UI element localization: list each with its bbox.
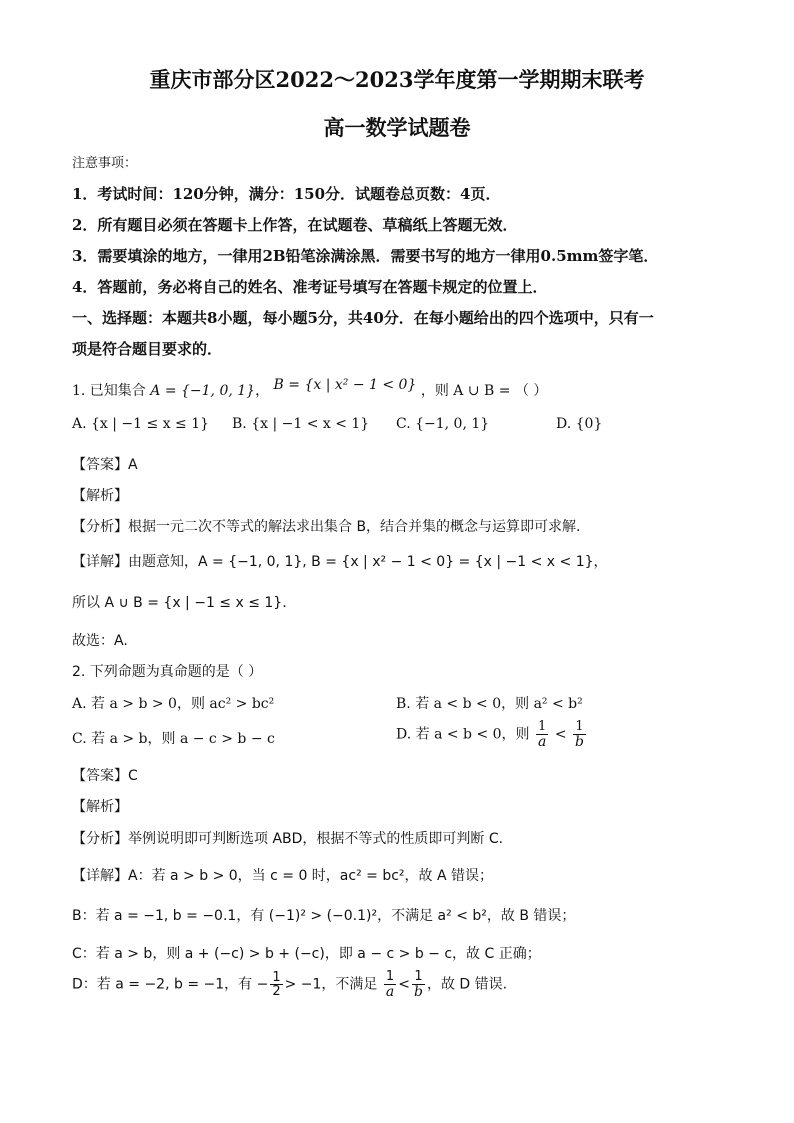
q1-choice: 故选：A. xyxy=(72,633,128,649)
q2-detail-d-prefix: D：若 a = −2, b = −1，有 − xyxy=(72,976,269,993)
frac-numerator: 1 xyxy=(536,720,548,735)
q2-detail-d xyxy=(72,970,507,999)
q2-option-d-prefix: D. 若 a < b < 0，则 xyxy=(396,726,530,743)
frac-denominator: b xyxy=(413,983,423,1000)
q1-option-a: A. {x | −1 ≤ x ≤ 1} xyxy=(72,416,210,432)
q2-detail-d-frac-b xyxy=(412,970,425,999)
notice-item-1: 1．考试时间：120分钟，满分：150分．试题卷总页数：4页． xyxy=(72,185,501,203)
page-subtitle: 高一数学试题卷 xyxy=(323,115,471,140)
frac-numerator: 1 xyxy=(384,970,396,985)
frac-numerator: 1 xyxy=(272,969,281,985)
q2-option-d xyxy=(396,720,588,749)
q1-set-a: A = {−1, 0, 1} xyxy=(150,383,256,399)
q1-option-b: B. {x | −1 < x < 1} xyxy=(232,416,370,432)
q2-detail-d-end: ，故 D 错误. xyxy=(426,976,508,993)
q2-detail-d-lt: < xyxy=(398,976,410,993)
q2-option-d-frac-b xyxy=(573,720,586,749)
q1-comma: ， xyxy=(255,383,270,399)
q2-option-c: C. 若 a > b，则 a − c > b − c xyxy=(72,731,275,747)
q1-conclusion: 所以 A ∪ B = {x | −1 ≤ x ≤ 1}. xyxy=(72,595,287,611)
q2-option-b: B. 若 a < b < 0，则 a² < b² xyxy=(396,696,583,712)
q1-detail: 【详解】由题意知，A = {−1, 0, 1}, B = {x | x² − 1 < 0} = {x | −1 < x < 1}， xyxy=(72,554,608,570)
q1-analysis: 【分析】根据一元二次不等式的解法求出集合 B，结合并集的概念与运算即可求解. xyxy=(72,519,581,535)
q2-detail-b: B：若 a = −1, b = −0.1，有 (−1)² > (−0.1)²，不满足 a² < b²，故 B 错误； xyxy=(72,908,576,924)
q2-option-a: A. 若 a > b > 0，则 ac² > bc² xyxy=(72,696,275,712)
q1-option-c: C. {−1, 0, 1} xyxy=(396,416,490,432)
q2-option-d-frac-a xyxy=(536,720,548,749)
notice-heading: 注意事项： xyxy=(72,156,138,171)
section-heading-line1: 一、选择题：本题共8小题，每小题5分，共40分．在每小题给出的四个选项中，只有一 xyxy=(72,309,654,327)
notice-item-2: 2．所有题目必须在答题卡上作答，在试题卷、草稿纸上答题无效． xyxy=(72,216,518,234)
frac-denominator: b xyxy=(575,733,584,750)
frac-numerator: 1 xyxy=(412,970,425,985)
q1-set-b: B = {x | x² − 1 < 0} xyxy=(273,377,417,393)
frac-numerator: 1 xyxy=(573,720,586,735)
q1-answer: 【答案】A xyxy=(72,457,138,473)
page-title: 重庆市部分区2022～2023学年度第一学期期末联考 xyxy=(149,67,645,92)
q2-analysis: 【分析】举例说明即可判断选项 ABD，根据不等式的性质即可判断 C. xyxy=(72,831,504,847)
notice-item-4: 4．答题前，务必将自己的姓名、准考证号填写在答题卡规定的位置上． xyxy=(72,278,548,296)
question-1-stem xyxy=(72,377,548,400)
notice-item-3: 3．需要填涂的地方，一律用2B铅笔涂满涂黑．需要书写的地方一律用0.5mm签字笔． xyxy=(72,247,659,265)
frac-denominator: a xyxy=(538,733,547,750)
q1-stem-prefix: 1. 已知集合 xyxy=(72,383,146,399)
frac-denominator: a xyxy=(385,983,395,1000)
q2-detail-d-frac-a xyxy=(384,970,396,999)
q1-option-d: D. {0} xyxy=(556,416,603,432)
q1-stem-suffix: ，则 A ∪ B = （ ） xyxy=(420,383,548,399)
q1-jiexi-label: 【解析】 xyxy=(72,488,128,504)
section-heading-line2: 项是符合题目要求的． xyxy=(72,340,223,358)
q2-detail-c: C：若 a > b，则 a + (−c) > b + (−c)，即 a − c > b − c，故 C 正确； xyxy=(72,946,541,962)
q2-detail-d-mid: > −1，不满足 xyxy=(284,976,378,993)
q2-option-d-lt: < xyxy=(554,726,567,743)
frac-denominator: 2 xyxy=(272,984,281,1000)
q2-detail-d-frac-half xyxy=(270,971,282,999)
question-2-stem: 2. 下列命题为真命题的是（ ） xyxy=(72,664,263,680)
q2-detail-a: 【详解】A：若 a > b > 0，当 c = 0 时，ac² = bc²，故 A 错误； xyxy=(72,868,493,884)
q2-jiexi-label: 【解析】 xyxy=(72,799,128,815)
q2-answer: 【答案】C xyxy=(72,768,138,784)
